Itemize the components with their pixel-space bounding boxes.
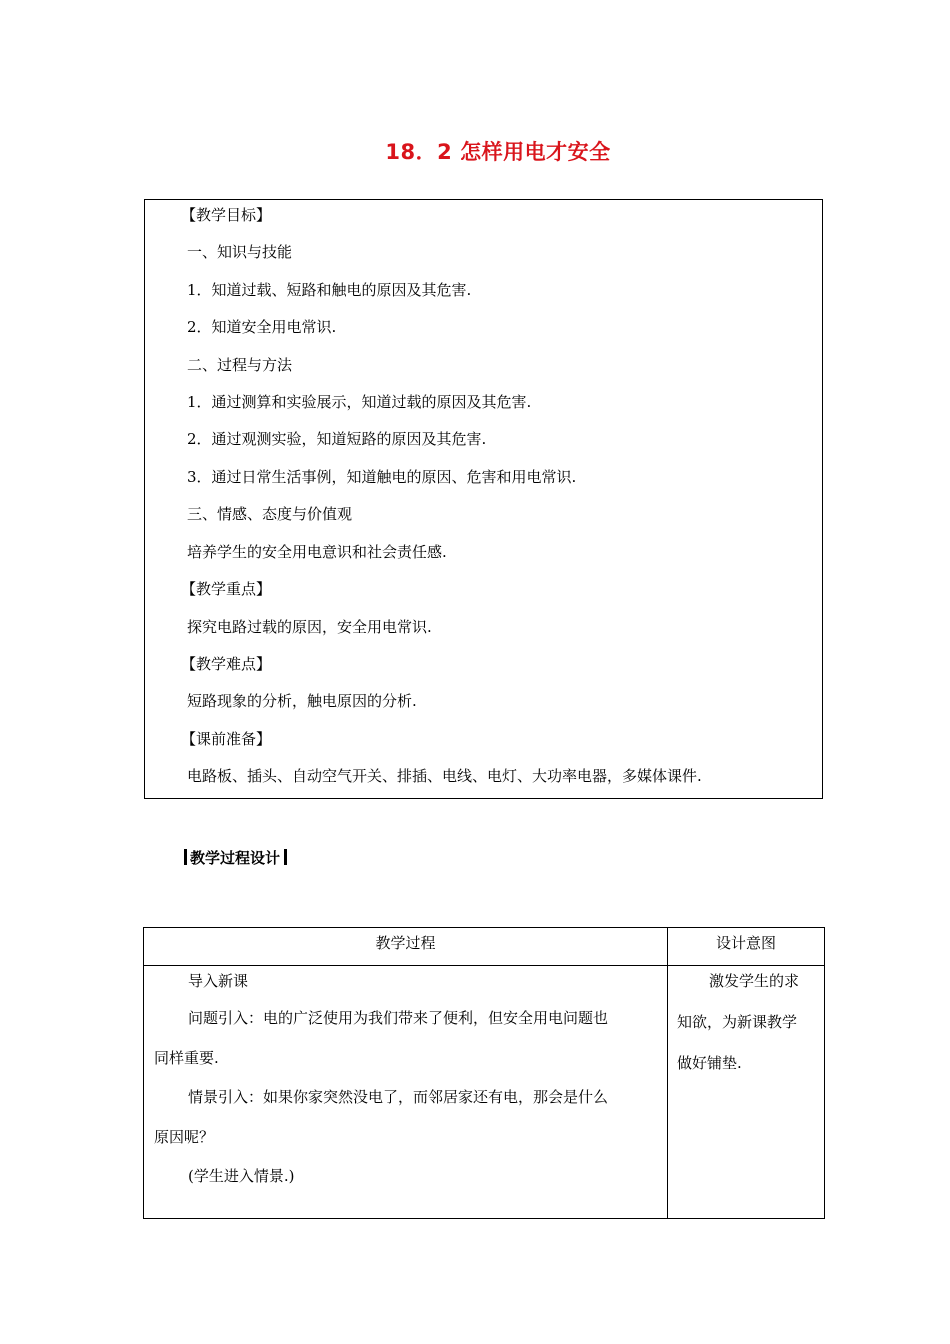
difficulties-heading: 【教学难点】 xyxy=(181,655,272,673)
header-design-intent: 设计意图 xyxy=(715,934,776,952)
header-teaching-process: 教学过程 xyxy=(375,934,436,952)
objective-item: 3．通过日常生活事例，知道触电的原因、危害和用电常识. xyxy=(187,468,577,486)
intent-line: 知欲，为新课教学 xyxy=(677,1013,798,1031)
objectives-heading: 【教学目标】 xyxy=(181,206,272,224)
knowledge-skills-heading: 一、知识与技能 xyxy=(187,243,293,261)
process-line: 导入新课 xyxy=(188,972,249,990)
process-table xyxy=(143,927,825,1219)
process-line: 同样重要. xyxy=(154,1049,219,1067)
key-points-text: 探究电路过载的原因，安全用电常识. xyxy=(187,618,432,636)
objective-item: 2．通过观测实验，知道短路的原因及其危害. xyxy=(187,430,487,448)
process-line: (学生进入情景.) xyxy=(188,1167,295,1185)
preparation-text: 电路板、插头、自动空气开关、排插、电线、电灯、大功率电器，多媒体课件. xyxy=(187,767,702,785)
key-points-heading: 【教学重点】 xyxy=(181,580,272,598)
header-row-divider xyxy=(144,965,824,966)
process-line: 原因呢？ xyxy=(154,1128,215,1146)
objective-item: 2．知道安全用电常识. xyxy=(187,318,337,336)
preparation-heading: 【课前准备】 xyxy=(181,730,272,748)
process-method-heading: 二、过程与方法 xyxy=(187,356,293,374)
page-title: 18．2 怎样用电才安全 xyxy=(385,140,611,164)
process-line: 情景引入：如果你家突然没电了，而邻居家还有电，那会是什么 xyxy=(188,1088,609,1106)
difficulties-text: 短路现象的分析，触电原因的分析. xyxy=(187,692,417,710)
objective-item: 1．知道过载、短路和触电的原因及其危害. xyxy=(187,281,472,299)
heading-bar-left xyxy=(184,849,187,865)
process-design-heading xyxy=(184,848,287,868)
objective-item: 培养学生的安全用电意识和社会责任感. xyxy=(187,543,447,561)
objective-item: 1．通过测算和实验展示，知道过载的原因及其危害. xyxy=(187,393,532,411)
emotion-values-heading: 三、情感、态度与价值观 xyxy=(187,505,353,523)
heading-bar-right xyxy=(284,849,287,865)
objectives-box xyxy=(144,199,823,799)
column-divider xyxy=(667,928,668,1218)
intent-line: 做好铺垫. xyxy=(677,1054,742,1072)
process-design-heading-text: 教学过程设计 xyxy=(190,849,281,867)
process-line: 问题引入：电的广泛使用为我们带来了便利，但安全用电问题也 xyxy=(188,1009,609,1027)
intent-line: 激发学生的求 xyxy=(709,972,800,990)
